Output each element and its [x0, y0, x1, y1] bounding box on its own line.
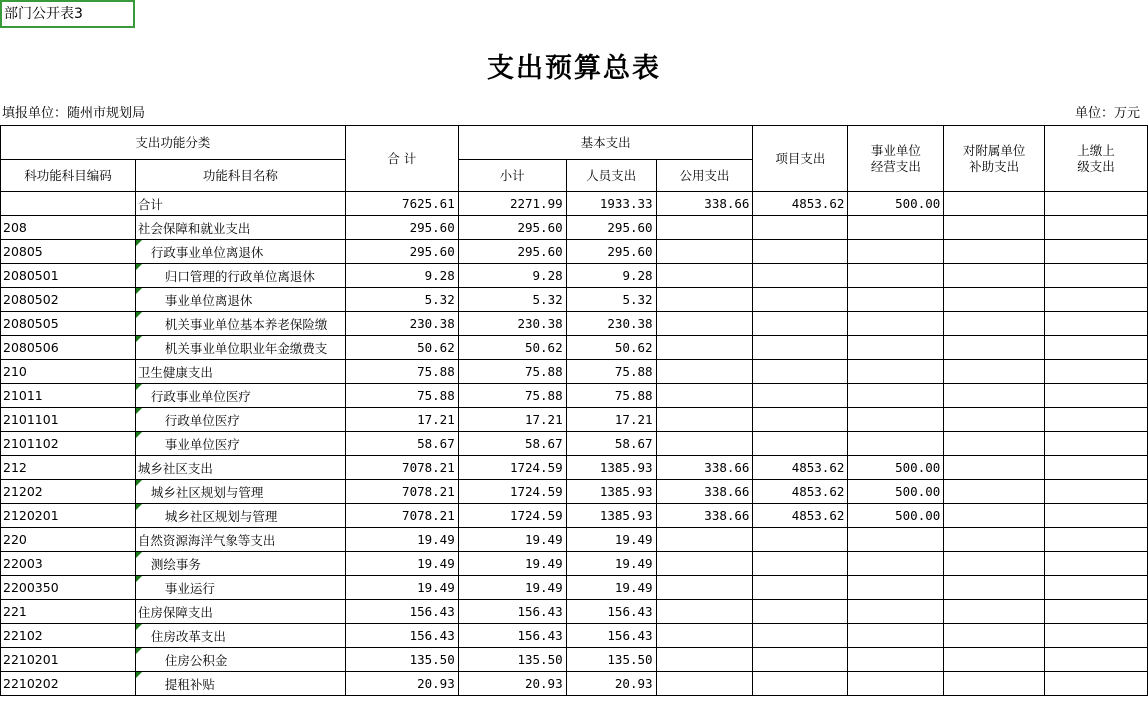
table-row — [1, 264, 1148, 288]
cell-upper[interactable] — [1045, 600, 1148, 624]
cell-name-text: 机关事业单位职业年金缴费支 — [164, 340, 328, 356]
cell-upper[interactable] — [1045, 480, 1148, 504]
cell-subtotal[interactable]: 156.43 — [458, 624, 566, 648]
cell-personnel[interactable]: 230.38 — [566, 312, 656, 336]
text-format-indicator-icon — [136, 408, 142, 414]
cell-personnel[interactable]: 156.43 — [566, 624, 656, 648]
cell-name[interactable] — [135, 240, 345, 264]
cell-upper[interactable] — [1045, 360, 1148, 384]
cell-code[interactable]: 2210202 — [1, 672, 136, 696]
cell-upper[interactable] — [1045, 456, 1148, 480]
cell-public[interactable] — [656, 600, 753, 624]
cell-total[interactable]: 50.62 — [345, 336, 458, 360]
cell-subtotal[interactable]: 295.60 — [458, 216, 566, 240]
cell-total[interactable]: 19.49 — [345, 528, 458, 552]
fill-unit-label: 填报单位：随州市规划局 — [2, 106, 146, 121]
text-format-indicator-icon — [136, 576, 142, 582]
text-format-indicator-icon — [136, 648, 142, 654]
cell-project[interactable] — [753, 576, 848, 600]
cell-code[interactable]: 2080501 — [1, 264, 136, 288]
table-row — [1, 360, 1148, 384]
cell-name-text: 卫生健康支出 — [137, 364, 213, 380]
cell-public[interactable] — [656, 624, 753, 648]
table-row — [1, 504, 1148, 528]
cell-upper[interactable] — [1045, 648, 1148, 672]
cell-upper[interactable] — [1045, 336, 1148, 360]
cell-total[interactable]: 295.60 — [345, 240, 458, 264]
cell-name-text: 自然资源海洋气象等支出 — [137, 532, 276, 548]
cell-enterprise[interactable] — [848, 288, 944, 312]
table-row — [1, 480, 1148, 504]
cell-upper[interactable] — [1045, 624, 1148, 648]
cell-enterprise[interactable] — [848, 312, 944, 336]
cell-subsidy[interactable] — [944, 672, 1045, 696]
cell-enterprise[interactable]: 500.00 — [848, 504, 944, 528]
cell-name-text: 城乡社区支出 — [137, 460, 213, 476]
cell-personnel[interactable]: 1385.93 — [566, 456, 656, 480]
cell-code[interactable]: 2080506 — [1, 336, 136, 360]
header-subtotal: 小计 — [458, 160, 566, 192]
cell-subsidy[interactable] — [944, 336, 1045, 360]
cell-code[interactable] — [1, 192, 136, 216]
cell-personnel[interactable]: 75.88 — [566, 384, 656, 408]
cell-name[interactable] — [135, 288, 345, 312]
cell-subsidy[interactable] — [944, 384, 1045, 408]
cell-subtotal[interactable]: 1724.59 — [458, 456, 566, 480]
cell-subsidy[interactable] — [944, 528, 1045, 552]
cell-code[interactable]: 212 — [1, 456, 136, 480]
cell-upper[interactable] — [1045, 408, 1148, 432]
cell-name-text: 行政单位医疗 — [164, 412, 240, 428]
cell-total[interactable]: 7625.61 — [345, 192, 458, 216]
cell-project[interactable] — [753, 384, 848, 408]
cell-public[interactable] — [656, 216, 753, 240]
table-row — [1, 528, 1148, 552]
cell-personnel[interactable]: 58.67 — [566, 432, 656, 456]
cell-enterprise[interactable] — [848, 600, 944, 624]
cell-total[interactable]: 295.60 — [345, 216, 458, 240]
cell-project[interactable] — [753, 360, 848, 384]
cell-subtotal[interactable]: 17.21 — [458, 408, 566, 432]
cell-enterprise[interactable]: 500.00 — [848, 480, 944, 504]
cell-name-text: 行政事业单位医疗 — [150, 388, 251, 404]
cell-name-text: 机关事业单位基本养老保险缴 — [164, 316, 328, 332]
cell-enterprise[interactable] — [848, 528, 944, 552]
cell-personnel[interactable]: 19.49 — [566, 576, 656, 600]
header-subsidy: 对附属单位 补助支出 — [944, 126, 1045, 192]
cell-public[interactable] — [656, 288, 753, 312]
cell-code[interactable]: 210 — [1, 360, 136, 384]
cell-public[interactable] — [656, 672, 753, 696]
cell-code[interactable]: 2200350 — [1, 576, 136, 600]
table-row — [1, 384, 1148, 408]
cell-personnel[interactable]: 1385.93 — [566, 504, 656, 528]
cell-subsidy[interactable] — [944, 600, 1045, 624]
cell-enterprise[interactable] — [848, 648, 944, 672]
cell-project[interactable] — [753, 552, 848, 576]
header-total: 合 计 — [345, 126, 458, 192]
cell-enterprise[interactable]: 500.00 — [848, 456, 944, 480]
cell-project[interactable] — [753, 336, 848, 360]
cell-name-text: 事业单位离退休 — [164, 292, 253, 308]
cell-subsidy[interactable] — [944, 480, 1045, 504]
header-personnel: 人员支出 — [566, 160, 656, 192]
cell-subsidy[interactable] — [944, 648, 1045, 672]
cell-enterprise[interactable] — [848, 240, 944, 264]
cell-public[interactable] — [656, 408, 753, 432]
cell-enterprise[interactable]: 500.00 — [848, 192, 944, 216]
cell-name[interactable] — [135, 624, 345, 648]
table-row — [1, 456, 1148, 480]
cell-subtotal[interactable]: 1724.59 — [458, 480, 566, 504]
cell-subsidy[interactable] — [944, 264, 1045, 288]
cell-public[interactable] — [656, 240, 753, 264]
cell-enterprise[interactable] — [848, 216, 944, 240]
cell-project[interactable]: 4853.62 — [753, 480, 848, 504]
cell-subsidy[interactable] — [944, 408, 1045, 432]
cell-project[interactable] — [753, 624, 848, 648]
cell-project[interactable] — [753, 288, 848, 312]
cell-personnel[interactable]: 75.88 — [566, 360, 656, 384]
text-format-indicator-icon — [136, 336, 142, 342]
cell-subsidy[interactable] — [944, 288, 1045, 312]
cell-subsidy[interactable] — [944, 216, 1045, 240]
cell-name[interactable] — [135, 360, 345, 384]
cell-total[interactable]: 5.32 — [345, 288, 458, 312]
cell-code[interactable]: 2101102 — [1, 432, 136, 456]
cell-public[interactable] — [656, 360, 753, 384]
cell-subsidy[interactable] — [944, 432, 1045, 456]
cell-personnel[interactable]: 19.49 — [566, 528, 656, 552]
cell-project[interactable]: 4853.62 — [753, 504, 848, 528]
cell-code[interactable]: 2101101 — [1, 408, 136, 432]
cell-name[interactable] — [135, 432, 345, 456]
cell-subtotal[interactable]: 135.50 — [458, 648, 566, 672]
text-format-indicator-icon — [136, 672, 142, 678]
cell-project[interactable]: 4853.62 — [753, 456, 848, 480]
cell-subtotal[interactable]: 230.38 — [458, 312, 566, 336]
cell-name-text: 合计 — [137, 196, 163, 212]
cell-total[interactable]: 156.43 — [345, 600, 458, 624]
text-format-indicator-icon — [136, 288, 142, 294]
cell-code[interactable]: 20805 — [1, 240, 136, 264]
cell-personnel[interactable]: 5.32 — [566, 288, 656, 312]
cell-public[interactable] — [656, 576, 753, 600]
table-row — [1, 432, 1148, 456]
cell-name[interactable] — [135, 456, 345, 480]
cell-subtotal[interactable]: 19.49 — [458, 576, 566, 600]
cell-total[interactable]: 75.88 — [345, 360, 458, 384]
cell-name-text: 事业单位医疗 — [164, 436, 240, 452]
table-row — [1, 552, 1148, 576]
cell-upper[interactable] — [1045, 384, 1148, 408]
cell-public[interactable]: 338.66 — [656, 192, 753, 216]
selected-cell[interactable]: 部门公开表3 — [0, 0, 135, 28]
cell-subsidy[interactable] — [944, 456, 1045, 480]
table-row — [1, 648, 1148, 672]
cell-public[interactable]: 338.66 — [656, 504, 753, 528]
header-basic: 基本支出 — [458, 126, 753, 160]
cell-enterprise[interactable] — [848, 336, 944, 360]
cell-subtotal[interactable]: 5.32 — [458, 288, 566, 312]
cell-upper[interactable] — [1045, 504, 1148, 528]
header-func-class: 支出功能分类 — [1, 126, 346, 160]
cell-personnel[interactable]: 19.49 — [566, 552, 656, 576]
cell-project[interactable] — [753, 312, 848, 336]
header-name: 功能科目名称 — [135, 160, 345, 192]
cell-upper[interactable] — [1045, 552, 1148, 576]
table-row — [1, 240, 1148, 264]
text-format-indicator-icon — [136, 240, 142, 246]
cell-name-text: 住房公积金 — [164, 652, 228, 668]
table-row — [1, 672, 1148, 696]
cell-subtotal[interactable]: 19.49 — [458, 552, 566, 576]
cell-name[interactable] — [135, 312, 345, 336]
cell-personnel[interactable]: 9.28 — [566, 264, 656, 288]
table-row — [1, 408, 1148, 432]
table-row — [1, 576, 1148, 600]
cell-code[interactable]: 2120201 — [1, 504, 136, 528]
cell-code[interactable]: 2080502 — [1, 288, 136, 312]
cell-enterprise[interactable] — [848, 360, 944, 384]
cell-public[interactable] — [656, 432, 753, 456]
cell-enterprise[interactable] — [848, 432, 944, 456]
cell-personnel[interactable]: 1933.33 — [566, 192, 656, 216]
cell-enterprise[interactable] — [848, 624, 944, 648]
cell-name-text: 住房改革支出 — [150, 628, 226, 644]
cell-subtotal[interactable]: 75.88 — [458, 360, 566, 384]
cell-upper[interactable] — [1045, 288, 1148, 312]
cell-public[interactable] — [656, 648, 753, 672]
cell-name[interactable] — [135, 192, 345, 216]
cell-subsidy[interactable] — [944, 192, 1045, 216]
cell-subtotal[interactable]: 156.43 — [458, 600, 566, 624]
text-format-indicator-icon — [136, 504, 142, 510]
table-row — [1, 192, 1148, 216]
cell-total[interactable]: 7078.21 — [345, 504, 458, 528]
cell-code[interactable]: 22102 — [1, 624, 136, 648]
cell-name-text: 事业运行 — [164, 580, 215, 596]
cell-total[interactable]: 230.38 — [345, 312, 458, 336]
cell-public[interactable] — [656, 336, 753, 360]
cell-name[interactable] — [135, 216, 345, 240]
cell-total[interactable]: 7078.21 — [345, 480, 458, 504]
cell-public[interactable] — [656, 384, 753, 408]
cell-subsidy[interactable] — [944, 624, 1045, 648]
cell-upper[interactable] — [1045, 312, 1148, 336]
cell-code[interactable]: 2210201 — [1, 648, 136, 672]
cell-subsidy[interactable] — [944, 552, 1045, 576]
cell-personnel[interactable]: 156.43 — [566, 600, 656, 624]
cell-name[interactable] — [135, 672, 345, 696]
cell-total[interactable]: 20.93 — [345, 672, 458, 696]
cell-total[interactable]: 19.49 — [345, 576, 458, 600]
cell-personnel[interactable]: 135.50 — [566, 648, 656, 672]
header-upper: 上缴上 级支出 — [1045, 126, 1148, 192]
page-title: 支出预算总表 — [487, 53, 661, 84]
cell-enterprise[interactable] — [848, 384, 944, 408]
table-row — [1, 216, 1148, 240]
cell-code[interactable]: 21202 — [1, 480, 136, 504]
cell-subtotal[interactable]: 75.88 — [458, 384, 566, 408]
table-row — [1, 336, 1148, 360]
cell-enterprise[interactable] — [848, 264, 944, 288]
cell-name-text: 城乡社区规划与管理 — [164, 508, 278, 524]
cell-public[interactable]: 338.66 — [656, 480, 753, 504]
cell-name[interactable] — [135, 648, 345, 672]
cell-subsidy[interactable] — [944, 504, 1045, 528]
header-public: 公用支出 — [656, 160, 753, 192]
cell-subtotal[interactable]: 9.28 — [458, 264, 566, 288]
cell-enterprise[interactable] — [848, 576, 944, 600]
cell-subtotal[interactable]: 20.93 — [458, 672, 566, 696]
cell-name[interactable] — [135, 480, 345, 504]
cell-code[interactable]: 22003 — [1, 552, 136, 576]
cell-subsidy[interactable] — [944, 312, 1045, 336]
cell-total[interactable]: 9.28 — [345, 264, 458, 288]
cell-total[interactable]: 135.50 — [345, 648, 458, 672]
cell-project[interactable] — [753, 600, 848, 624]
cell-total[interactable]: 75.88 — [345, 384, 458, 408]
cell-subtotal[interactable]: 58.67 — [458, 432, 566, 456]
cell-personnel[interactable]: 1385.93 — [566, 480, 656, 504]
cell-personnel[interactable]: 50.62 — [566, 336, 656, 360]
cell-code[interactable]: 220 — [1, 528, 136, 552]
text-format-indicator-icon — [136, 264, 142, 270]
text-format-indicator-icon — [136, 312, 142, 318]
text-format-indicator-icon — [136, 480, 142, 486]
cell-project[interactable] — [753, 672, 848, 696]
text-format-indicator-icon — [136, 624, 142, 630]
header-enterprise: 事业单位 经营支出 — [848, 126, 944, 192]
cell-personnel[interactable]: 295.60 — [566, 240, 656, 264]
cell-subsidy[interactable] — [944, 576, 1045, 600]
cell-code[interactable]: 221 — [1, 600, 136, 624]
cell-public[interactable]: 338.66 — [656, 456, 753, 480]
cell-code[interactable]: 2080505 — [1, 312, 136, 336]
cell-upper[interactable] — [1045, 192, 1148, 216]
cell-project[interactable] — [753, 216, 848, 240]
cell-total[interactable]: 58.67 — [345, 432, 458, 456]
cell-subtotal[interactable]: 2271.99 — [458, 192, 566, 216]
cell-upper[interactable] — [1045, 432, 1148, 456]
cell-project[interactable] — [753, 648, 848, 672]
cell-public[interactable] — [656, 312, 753, 336]
cell-name-text: 社会保障和就业支出 — [137, 220, 251, 236]
cell-project[interactable] — [753, 408, 848, 432]
header-project: 项目支出 — [753, 126, 848, 192]
cell-code[interactable]: 21011 — [1, 384, 136, 408]
cell-name-text: 城乡社区规划与管理 — [150, 484, 264, 500]
cell-enterprise[interactable] — [848, 552, 944, 576]
cell-name-text: 行政事业单位离退休 — [150, 244, 264, 260]
cell-total[interactable]: 156.43 — [345, 624, 458, 648]
cell-subtotal[interactable]: 50.62 — [458, 336, 566, 360]
cell-project[interactable] — [753, 432, 848, 456]
table-row — [1, 624, 1148, 648]
cell-personnel[interactable]: 295.60 — [566, 216, 656, 240]
cell-total[interactable]: 19.49 — [345, 552, 458, 576]
text-format-indicator-icon — [136, 552, 142, 558]
cell-subtotal[interactable]: 19.49 — [458, 528, 566, 552]
header-code: 科功能科目编码 — [1, 160, 136, 192]
text-format-indicator-icon — [136, 432, 142, 438]
cell-name[interactable] — [135, 528, 345, 552]
cell-project[interactable] — [753, 240, 848, 264]
cell-subsidy[interactable] — [944, 240, 1045, 264]
cell-name[interactable] — [135, 504, 345, 528]
cell-upper[interactable] — [1045, 576, 1148, 600]
unit-label: 单位：万元 — [1074, 106, 1140, 121]
cell-enterprise[interactable] — [848, 408, 944, 432]
cell-project[interactable]: 4853.62 — [753, 192, 848, 216]
cell-public[interactable] — [656, 552, 753, 576]
table-row — [1, 600, 1148, 624]
cell-total[interactable]: 7078.21 — [345, 456, 458, 480]
cell-enterprise[interactable] — [848, 672, 944, 696]
cell-name-text: 住房保障支出 — [137, 604, 213, 620]
cell-upper[interactable] — [1045, 216, 1148, 240]
table-row — [1, 288, 1148, 312]
cell-total[interactable]: 17.21 — [345, 408, 458, 432]
cell-upper[interactable] — [1045, 264, 1148, 288]
table-row — [1, 312, 1148, 336]
cell-project[interactable] — [753, 264, 848, 288]
cell-name[interactable] — [135, 408, 345, 432]
budget-table — [0, 125, 1148, 696]
cell-subsidy[interactable] — [944, 360, 1045, 384]
cell-public[interactable] — [656, 528, 753, 552]
cell-name[interactable] — [135, 552, 345, 576]
cell-personnel[interactable]: 17.21 — [566, 408, 656, 432]
cell-name[interactable] — [135, 336, 345, 360]
cell-name[interactable] — [135, 264, 345, 288]
cell-code[interactable]: 208 — [1, 216, 136, 240]
cell-project[interactable] — [753, 528, 848, 552]
cell-personnel[interactable]: 20.93 — [566, 672, 656, 696]
cell-subtotal[interactable]: 295.60 — [458, 240, 566, 264]
cell-name-text: 归口管理的行政单位离退休 — [164, 268, 315, 284]
cell-name[interactable] — [135, 384, 345, 408]
cell-upper[interactable] — [1045, 672, 1148, 696]
cell-upper[interactable] — [1045, 240, 1148, 264]
cell-public[interactable] — [656, 264, 753, 288]
cell-name-text: 测绘事务 — [150, 556, 201, 572]
cell-name[interactable] — [135, 600, 345, 624]
cell-name-text: 提租补贴 — [164, 676, 215, 692]
cell-subtotal[interactable]: 1724.59 — [458, 504, 566, 528]
cell-name[interactable] — [135, 576, 345, 600]
cell-upper[interactable] — [1045, 528, 1148, 552]
text-format-indicator-icon — [136, 384, 142, 390]
